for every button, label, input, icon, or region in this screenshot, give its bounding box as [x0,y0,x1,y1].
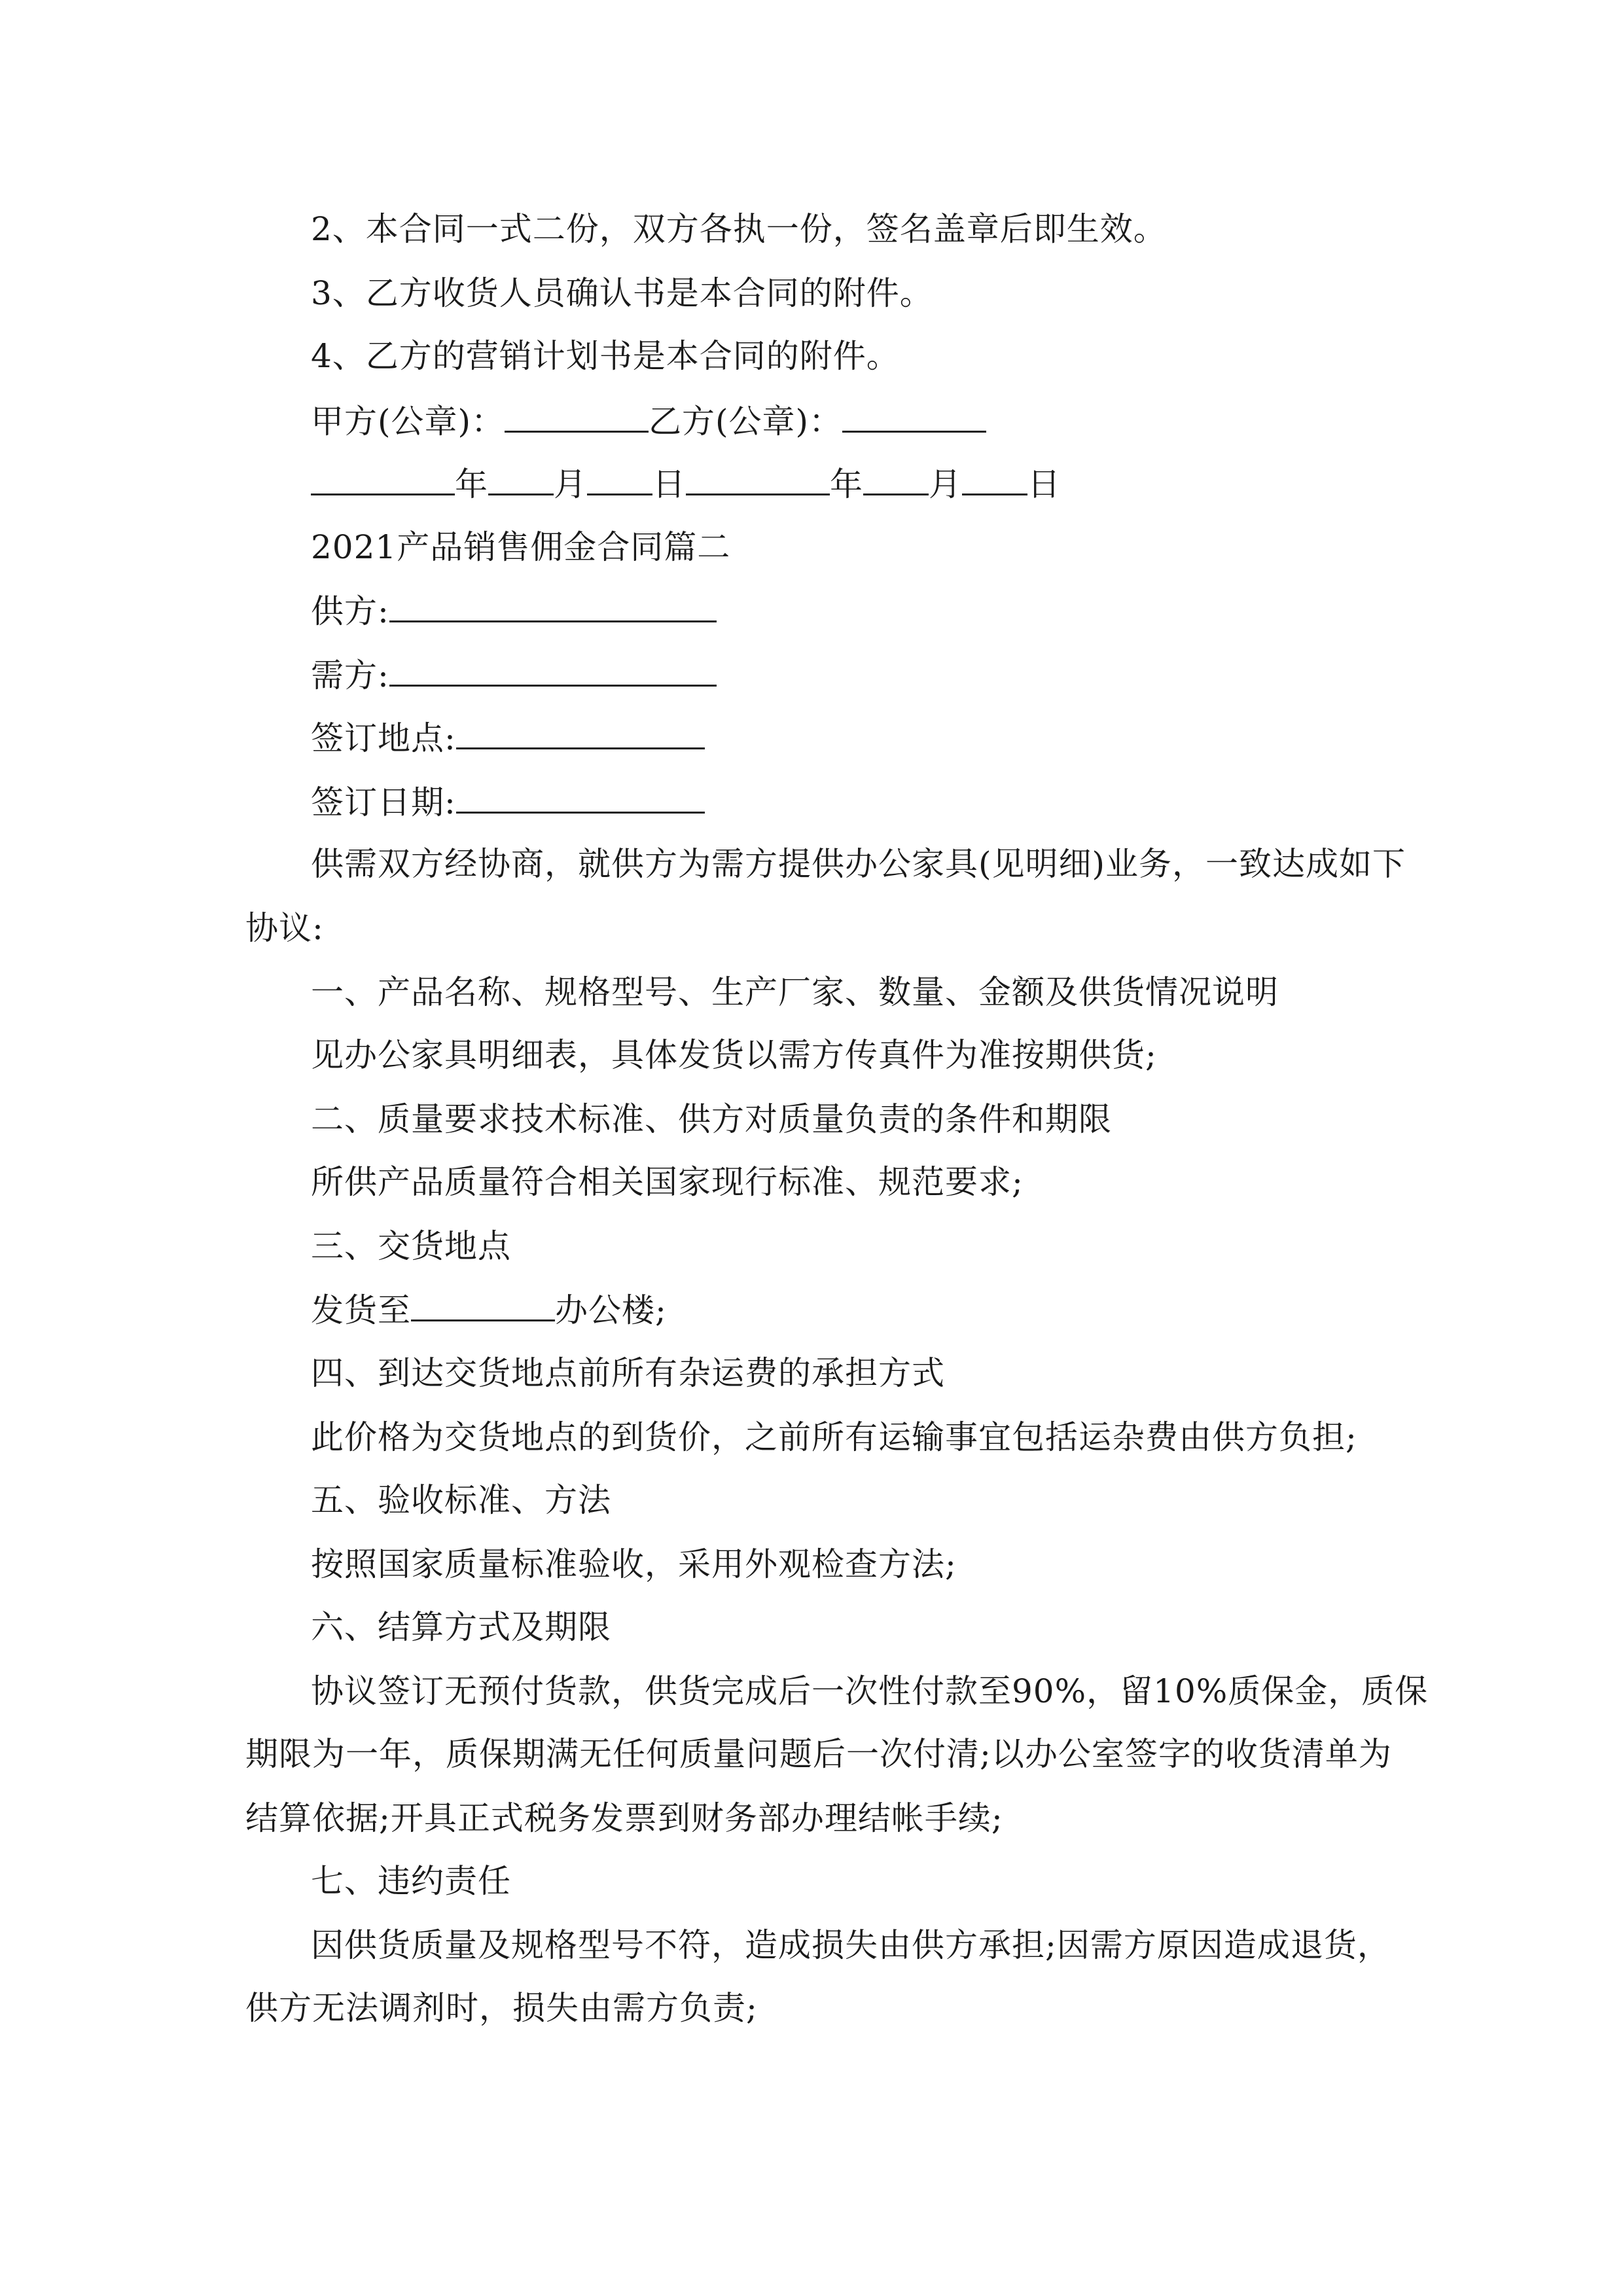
party-b-blank [842,401,986,433]
section-3-body-post: 办公楼; [555,1291,667,1329]
year-label: 年 [455,465,488,503]
building-blank [411,1289,555,1321]
section-7-line-1: 因供货质量及规格型号不符，造成损失由供方承担;因需方原因造成退货， [311,1926,1391,1964]
section-2-title: 二、质量要求技术标准、供方对质量负责的条件和期限 [311,1100,1112,1138]
section-7-title: 七、违约责任 [311,1862,511,1900]
section-5-title: 五、验收标准、方法 [311,1481,611,1519]
sign-place-label: 签订地点: [311,719,456,757]
section-3-body-pre: 发货至 [311,1291,411,1329]
day-label-b: 日 [1027,465,1061,503]
day-blank-a [587,463,652,495]
month-blank-a [488,463,554,495]
intro-line-1: 供需双方经协商，就供方为需方提供办公家具(见明细)业务，一致达成如下 [311,845,1406,883]
section-5-body: 按照国家质量标准验收，采用外观检查方法; [311,1545,957,1583]
buyer-label: 需方: [311,656,389,694]
sign-date-blank [456,781,705,814]
month-label: 月 [554,465,587,503]
date-line [311,463,1061,504]
year-label-b: 年 [830,465,863,503]
section-4-body: 此价格为交货地点的到货价，之前所有运输事宜包括运杂费由供方负担; [311,1418,1357,1456]
month-blank-b [863,463,929,495]
section-4-title: 四、到达交货地点前所有杂运费的承担方式 [311,1354,945,1392]
sign-place-line [311,717,705,758]
section-6-line-1: 协议签订无预付货款，供货完成后一次性付款至90%，留10%质保金，质保 [311,1672,1429,1710]
buyer-line [311,655,717,695]
day-label: 日 [652,465,686,503]
clause-2: 2、本合同一式二份，双方各执一份，签名盖章后即生效。 [311,210,1167,248]
intro-line-2: 协议: [245,909,324,947]
supplier-blank [389,590,717,622]
section-7-line-2: 供方无法调剂时，损失由需方负责; [245,1989,758,2027]
party-a-blank [505,401,649,433]
year-blank-a [311,463,455,495]
section-2-body: 所供产品质量符合相关国家现行标准、规范要求; [311,1163,1024,1201]
party-b-label: 乙方(公章)： [649,403,843,440]
section-6-title: 六、结算方式及期限 [311,1608,611,1646]
section-1-body: 见办公家具明细表，具体发货以需方传真件为准按期供货; [311,1036,1157,1074]
section-6-line-2: 期限为一年，质保期满无任何质量问题后一次付清;以办公室签字的收货清单为 [245,1735,1392,1773]
section-6-line-3: 结算依据;开具正式税务发票到财务部办理结帐手续; [245,1799,1003,1837]
month-label-b: 月 [929,465,962,503]
year-blank-b [686,463,830,495]
supplier-line [311,590,717,631]
buyer-blank [389,655,717,687]
sign-place-blank [456,717,705,749]
clause-4: 4、乙方的营销计划书是本合同的附件。 [311,337,900,375]
clause-3: 3、乙方收货人员确认书是本合同的附件。 [311,274,933,312]
signature-line [311,401,986,441]
sign-date-line [311,781,705,822]
section-3-body [311,1289,667,1330]
day-blank-b [962,463,1027,495]
sign-date-label: 签订日期: [311,783,456,821]
party-a-label: 甲方(公章)： [311,403,505,440]
section-3-title: 三、交货地点 [311,1227,511,1265]
section-1-title: 一、产品名称、规格型号、生产厂家、数量、金额及供货情况说明 [311,973,1279,1011]
supplier-label: 供方: [311,592,389,630]
contract-title-2: 2021产品销售佣金合同篇二 [311,528,731,566]
